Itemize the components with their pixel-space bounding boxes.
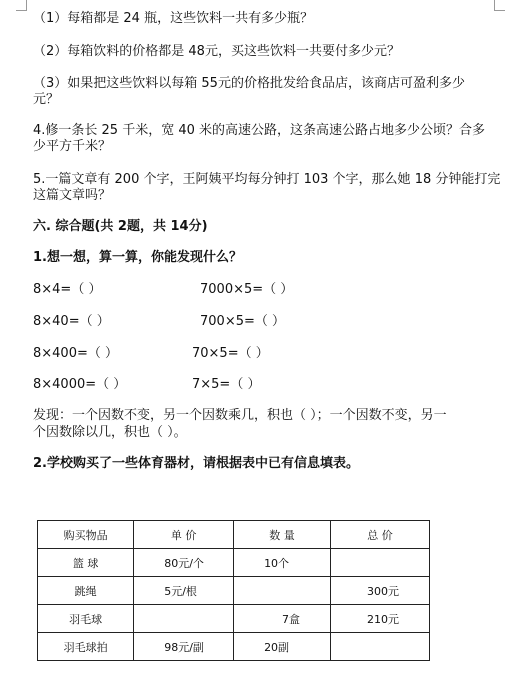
equipment-table [37, 520, 430, 661]
table-cell: 跳绳 [38, 577, 134, 605]
problem-1-title: 1.想一想，算一算，你能发现什么？ [33, 250, 242, 265]
table-header-unit-price: 单 价 [134, 521, 234, 549]
question-4-line-2: 少平方千米？ [33, 139, 112, 154]
table-cell: 300元 [330, 577, 429, 605]
table-cell: 7盒 [234, 605, 331, 633]
table-cell: 羽毛球拍 [38, 633, 134, 661]
right-calc-2: 700×5=（ ） [200, 314, 286, 329]
table-row [38, 605, 430, 633]
discover-line-1: 发现：一个因数不变，另一个因数乘几，积也（ ）；一个因数不变，另一 [33, 408, 447, 423]
table-cell: 98元/副 [134, 633, 234, 661]
table-header-row [38, 521, 430, 549]
question-5-line-1: 5.一篇文章有 200 个字，王阿姨平均每分钟打 103 个字，那么她 18 分钟能打完 [33, 172, 501, 187]
right-calc-4: 7×5=（ ） [192, 377, 261, 392]
left-calc-1: 8×4=（ ） [33, 282, 102, 297]
table-cell-blank[interactable] [330, 633, 429, 661]
table-row [38, 633, 430, 661]
table-cell: 80元/个 [134, 549, 234, 577]
left-calc-2: 8×40=（ ） [33, 314, 110, 329]
table-cell-blank[interactable] [234, 577, 331, 605]
table-header-item: 购买物品 [38, 521, 134, 549]
discover-line-2: 个因数除以几，积也（ ）。 [33, 425, 187, 440]
table-cell: 210元 [330, 605, 429, 633]
question-1: （1）每箱都是 24 瓶，这些饮料一共有多少瓶？ [33, 11, 314, 26]
right-calc-3: 70×5=（ ） [192, 346, 269, 361]
left-calc-4: 8×4000=（ ） [33, 377, 127, 392]
table-cell: 羽毛球 [38, 605, 134, 633]
question-4-line-1: 4.修一条长 25 千米，宽 40 米的高速公路，这条高速公路占地多少公顷？合多 [33, 123, 486, 138]
table-row [38, 549, 430, 577]
question-2: （2）每箱饮料的价格都是 48元，买这些饮料一共要付多少元？ [33, 44, 400, 59]
page-corner-mark-left [16, 0, 27, 11]
table-cell-blank[interactable] [134, 605, 234, 633]
table-header-total: 总 价 [330, 521, 429, 549]
question-5-line-2: 这篇文章吗？ [33, 188, 112, 203]
question-3-line-2: 元？ [33, 92, 60, 107]
page-corner-mark-right [494, 0, 505, 11]
problem-2-title: 2.学校购买了一些体育器材，请根据表中已有信息填表。 [33, 456, 359, 471]
table-cell: 5元/根 [134, 577, 234, 605]
table-cell-blank[interactable] [330, 549, 429, 577]
left-calc-3: 8×400=（ ） [33, 346, 119, 361]
question-3-line-1: （3）如果把这些饮料以每箱 55元的价格批发给食品店，该商店可盈利多少 [33, 76, 465, 91]
right-calc-1: 7000×5=（ ） [200, 282, 294, 297]
table-cell: 篮 球 [38, 549, 134, 577]
section-6-title: 六. 综合题(共 2题，共 14分) [33, 219, 208, 234]
table-cell: 20副 [234, 633, 331, 661]
table-header-quantity: 数 量 [234, 521, 331, 549]
table-cell: 10个 [234, 549, 331, 577]
table-row [38, 577, 430, 605]
